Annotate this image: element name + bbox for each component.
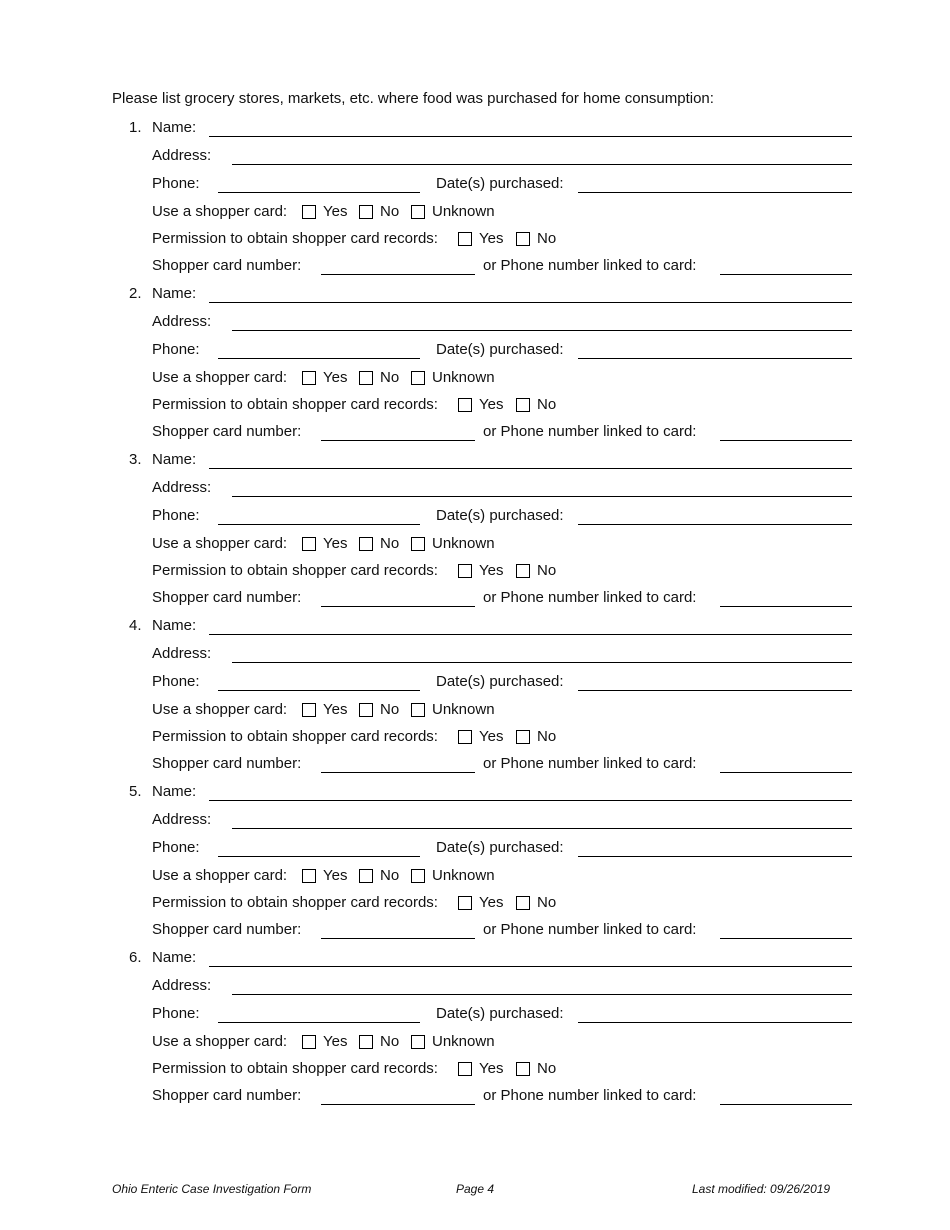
form-row bbox=[0, 949, 950, 977]
use-card-yes-checkbox[interactable] bbox=[302, 537, 316, 551]
dates-purchased-label: Date(s) purchased: bbox=[436, 1005, 564, 1022]
no-label: No bbox=[537, 396, 557, 413]
unknown-label: Unknown bbox=[432, 701, 495, 718]
address-field[interactable] bbox=[232, 330, 852, 331]
phone-field[interactable] bbox=[218, 192, 420, 193]
form-row bbox=[0, 479, 950, 507]
use-card-unknown-checkbox[interactable] bbox=[411, 205, 425, 219]
yes-label: Yes bbox=[323, 867, 348, 884]
name-label: Name: bbox=[152, 119, 197, 136]
use-card-no-checkbox[interactable] bbox=[359, 537, 373, 551]
shopper-card-number-field[interactable] bbox=[321, 938, 475, 939]
form-row bbox=[0, 701, 950, 729]
phone-field[interactable] bbox=[218, 690, 420, 691]
phone-label: Phone: bbox=[152, 507, 200, 524]
yes-label: Yes bbox=[479, 230, 504, 247]
form-row bbox=[0, 203, 950, 231]
form-row bbox=[0, 313, 950, 341]
use-card-unknown-checkbox[interactable] bbox=[411, 869, 425, 883]
name-field[interactable] bbox=[209, 468, 852, 469]
form-row bbox=[0, 894, 950, 922]
phone-field[interactable] bbox=[218, 524, 420, 525]
dates-purchased-label: Date(s) purchased: bbox=[436, 839, 564, 856]
address-label: Address: bbox=[152, 977, 212, 994]
use-shopper-card-label: Use a shopper card: bbox=[152, 369, 288, 386]
permission-no-checkbox[interactable] bbox=[516, 730, 530, 744]
form-row bbox=[0, 811, 950, 839]
form-row bbox=[0, 645, 950, 673]
use-shopper-card-label: Use a shopper card: bbox=[152, 701, 288, 718]
permission-no-checkbox[interactable] bbox=[516, 232, 530, 246]
no-label: No bbox=[537, 562, 557, 579]
form-row bbox=[0, 1060, 950, 1088]
store-entry bbox=[0, 285, 950, 451]
use-card-yes-checkbox[interactable] bbox=[302, 703, 316, 717]
store-entry bbox=[0, 119, 950, 285]
shopper-card-number-field[interactable] bbox=[321, 1104, 475, 1105]
name-field[interactable] bbox=[209, 966, 852, 967]
no-label: No bbox=[537, 1060, 557, 1077]
address-label: Address: bbox=[152, 313, 212, 330]
use-card-yes-checkbox[interactable] bbox=[302, 205, 316, 219]
use-card-no-checkbox[interactable] bbox=[359, 205, 373, 219]
no-label: No bbox=[380, 701, 400, 718]
use-card-unknown-checkbox[interactable] bbox=[411, 371, 425, 385]
address-field[interactable] bbox=[232, 994, 852, 995]
yes-label: Yes bbox=[323, 369, 348, 386]
form-row bbox=[0, 396, 950, 424]
form-row bbox=[0, 1087, 950, 1115]
name-field[interactable] bbox=[209, 634, 852, 635]
use-card-no-checkbox[interactable] bbox=[359, 1035, 373, 1049]
shopper-card-number-label: Shopper card number: bbox=[152, 755, 302, 772]
footer-form-name: Ohio Enteric Case Investigation Form bbox=[112, 1182, 312, 1196]
shopper-card-number-field[interactable] bbox=[321, 274, 475, 275]
phone-field[interactable] bbox=[218, 1022, 420, 1023]
no-label: No bbox=[380, 535, 400, 552]
dates-purchased-field[interactable] bbox=[578, 192, 852, 193]
shopper-card-number-label: Shopper card number: bbox=[152, 1087, 302, 1104]
dates-purchased-label: Date(s) purchased: bbox=[436, 175, 564, 192]
linked-phone-label: or Phone number linked to card: bbox=[483, 257, 697, 274]
form-row bbox=[0, 755, 950, 783]
address-field[interactable] bbox=[232, 828, 852, 829]
form-row bbox=[0, 507, 950, 535]
use-shopper-card-label: Use a shopper card: bbox=[152, 1033, 288, 1050]
entry-number: 2. bbox=[129, 285, 142, 302]
linked-phone-label: or Phone number linked to card: bbox=[483, 755, 697, 772]
store-entry bbox=[0, 617, 950, 783]
unknown-label: Unknown bbox=[432, 1033, 495, 1050]
yes-label: Yes bbox=[479, 562, 504, 579]
use-card-no-checkbox[interactable] bbox=[359, 371, 373, 385]
no-label: No bbox=[380, 867, 400, 884]
permission-yes-checkbox[interactable] bbox=[458, 398, 472, 412]
use-shopper-card-label: Use a shopper card: bbox=[152, 867, 288, 884]
form-row bbox=[0, 285, 950, 313]
permission-yes-checkbox[interactable] bbox=[458, 896, 472, 910]
address-label: Address: bbox=[152, 479, 212, 496]
entry-number: 5. bbox=[129, 783, 142, 800]
permission-yes-checkbox[interactable] bbox=[458, 232, 472, 246]
linked-phone-label: or Phone number linked to card: bbox=[483, 921, 697, 938]
form-row bbox=[0, 423, 950, 451]
shopper-card-number-field[interactable] bbox=[321, 440, 475, 441]
name-label: Name: bbox=[152, 285, 197, 302]
no-label: No bbox=[537, 230, 557, 247]
permission-label: Permission to obtain shopper card records: bbox=[152, 396, 438, 413]
name-label: Name: bbox=[152, 451, 197, 468]
permission-no-checkbox[interactable] bbox=[516, 1062, 530, 1076]
dates-purchased-label: Date(s) purchased: bbox=[436, 673, 564, 690]
use-card-no-checkbox[interactable] bbox=[359, 703, 373, 717]
permission-yes-checkbox[interactable] bbox=[458, 730, 472, 744]
form-row bbox=[0, 1033, 950, 1061]
form-row bbox=[0, 728, 950, 756]
form-row bbox=[0, 867, 950, 895]
linked-phone-field[interactable] bbox=[720, 1104, 852, 1105]
yes-label: Yes bbox=[479, 728, 504, 745]
use-shopper-card-label: Use a shopper card: bbox=[152, 203, 288, 220]
linked-phone-label: or Phone number linked to card: bbox=[483, 589, 697, 606]
footer-last-modified: Last modified: 09/26/2019 bbox=[692, 1182, 831, 1196]
unknown-label: Unknown bbox=[432, 369, 495, 386]
address-label: Address: bbox=[152, 811, 212, 828]
yes-label: Yes bbox=[479, 396, 504, 413]
address-field[interactable] bbox=[232, 496, 852, 497]
permission-label: Permission to obtain shopper card records: bbox=[152, 230, 438, 247]
dates-purchased-label: Date(s) purchased: bbox=[436, 341, 564, 358]
permission-yes-checkbox[interactable] bbox=[458, 1062, 472, 1076]
dates-purchased-field[interactable] bbox=[578, 1022, 852, 1023]
form-row bbox=[0, 617, 950, 645]
phone-label: Phone: bbox=[152, 839, 200, 856]
shopper-card-number-label: Shopper card number: bbox=[152, 257, 302, 274]
no-label: No bbox=[380, 1033, 400, 1050]
instructions-text: Please list grocery stores, markets, etc. where food was purchased for home consumption: bbox=[112, 90, 714, 107]
linked-phone-label: or Phone number linked to card: bbox=[483, 1087, 697, 1104]
yes-label: Yes bbox=[479, 1060, 504, 1077]
yes-label: Yes bbox=[323, 1033, 348, 1050]
footer-page-number: Page 4 bbox=[456, 1182, 495, 1196]
use-card-yes-checkbox[interactable] bbox=[302, 869, 316, 883]
no-label: No bbox=[380, 369, 400, 386]
linked-phone-field[interactable] bbox=[720, 440, 852, 441]
unknown-label: Unknown bbox=[432, 203, 495, 220]
permission-label: Permission to obtain shopper card records: bbox=[152, 728, 438, 745]
use-shopper-card-label: Use a shopper card: bbox=[152, 535, 288, 552]
store-entry bbox=[0, 451, 950, 617]
form-row bbox=[0, 341, 950, 369]
shopper-card-number-field[interactable] bbox=[321, 772, 475, 773]
store-entry bbox=[0, 783, 950, 949]
name-field[interactable] bbox=[209, 302, 852, 303]
form-row bbox=[0, 839, 950, 867]
name-label: Name: bbox=[152, 783, 197, 800]
permission-label: Permission to obtain shopper card records: bbox=[152, 562, 438, 579]
dates-purchased-field[interactable] bbox=[578, 524, 852, 525]
name-label: Name: bbox=[152, 949, 197, 966]
yes-label: Yes bbox=[479, 894, 504, 911]
form-row bbox=[0, 147, 950, 175]
permission-label: Permission to obtain shopper card records: bbox=[152, 894, 438, 911]
use-card-unknown-checkbox[interactable] bbox=[411, 537, 425, 551]
form-row bbox=[0, 257, 950, 285]
dates-purchased-field[interactable] bbox=[578, 690, 852, 691]
form-row bbox=[0, 1005, 950, 1033]
linked-phone-field[interactable] bbox=[720, 274, 852, 275]
phone-label: Phone: bbox=[152, 1005, 200, 1022]
phone-field[interactable] bbox=[218, 358, 420, 359]
linked-phone-field[interactable] bbox=[720, 938, 852, 939]
yes-label: Yes bbox=[323, 535, 348, 552]
form-row bbox=[0, 921, 950, 949]
permission-yes-checkbox[interactable] bbox=[458, 564, 472, 578]
no-label: No bbox=[537, 728, 557, 745]
dates-purchased-field[interactable] bbox=[578, 856, 852, 857]
shopper-card-number-label: Shopper card number: bbox=[152, 921, 302, 938]
entry-number: 6. bbox=[129, 949, 142, 966]
use-card-unknown-checkbox[interactable] bbox=[411, 703, 425, 717]
form-row bbox=[0, 673, 950, 701]
form-row bbox=[0, 369, 950, 397]
use-card-unknown-checkbox[interactable] bbox=[411, 1035, 425, 1049]
form-row bbox=[0, 562, 950, 590]
yes-label: Yes bbox=[323, 203, 348, 220]
form-row bbox=[0, 783, 950, 811]
linked-phone-field[interactable] bbox=[720, 606, 852, 607]
entry-number: 1. bbox=[129, 119, 142, 136]
phone-label: Phone: bbox=[152, 341, 200, 358]
use-card-yes-checkbox[interactable] bbox=[302, 371, 316, 385]
phone-label: Phone: bbox=[152, 673, 200, 690]
no-label: No bbox=[537, 894, 557, 911]
name-field[interactable] bbox=[209, 136, 852, 137]
form-row bbox=[0, 589, 950, 617]
phone-field[interactable] bbox=[218, 856, 420, 857]
use-card-no-checkbox[interactable] bbox=[359, 869, 373, 883]
entry-number: 4. bbox=[129, 617, 142, 634]
form-row bbox=[0, 230, 950, 258]
form-row bbox=[0, 119, 950, 147]
linked-phone-field[interactable] bbox=[720, 772, 852, 773]
unknown-label: Unknown bbox=[432, 867, 495, 884]
permission-no-checkbox[interactable] bbox=[516, 564, 530, 578]
shopper-card-number-label: Shopper card number: bbox=[152, 423, 302, 440]
name-field[interactable] bbox=[209, 800, 852, 801]
shopper-card-number-field[interactable] bbox=[321, 606, 475, 607]
no-label: No bbox=[380, 203, 400, 220]
yes-label: Yes bbox=[323, 701, 348, 718]
form-row bbox=[0, 535, 950, 563]
dates-purchased-field[interactable] bbox=[578, 358, 852, 359]
name-label: Name: bbox=[152, 617, 197, 634]
shopper-card-number-label: Shopper card number: bbox=[152, 589, 302, 606]
permission-no-checkbox[interactable] bbox=[516, 398, 530, 412]
address-field[interactable] bbox=[232, 164, 852, 165]
store-entry bbox=[0, 949, 950, 1115]
unknown-label: Unknown bbox=[432, 535, 495, 552]
address-field[interactable] bbox=[232, 662, 852, 663]
dates-purchased-label: Date(s) purchased: bbox=[436, 507, 564, 524]
permission-no-checkbox[interactable] bbox=[516, 896, 530, 910]
phone-label: Phone: bbox=[152, 175, 200, 192]
address-label: Address: bbox=[152, 147, 212, 164]
use-card-yes-checkbox[interactable] bbox=[302, 1035, 316, 1049]
permission-label: Permission to obtain shopper card records: bbox=[152, 1060, 438, 1077]
form-row bbox=[0, 451, 950, 479]
address-label: Address: bbox=[152, 645, 212, 662]
entry-number: 3. bbox=[129, 451, 142, 468]
linked-phone-label: or Phone number linked to card: bbox=[483, 423, 697, 440]
form-row bbox=[0, 977, 950, 1005]
form-row bbox=[0, 175, 950, 203]
